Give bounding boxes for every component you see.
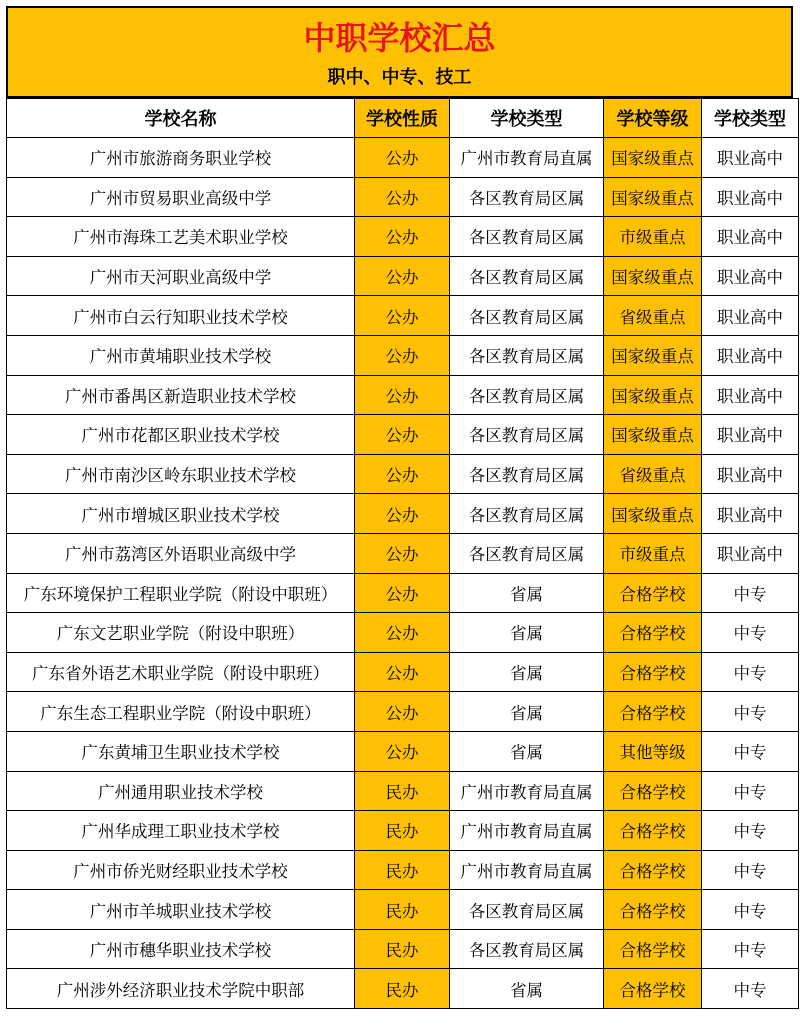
cell-school-level: 国家级重点 [604,494,702,534]
cell-school-nature: 公办 [355,692,450,732]
cell-school-category: 省属 [450,692,604,732]
cell-school-nature: 民办 [355,929,450,969]
cell-school-category: 各区教育局区属 [450,415,604,455]
cell-school-name: 广州通用职业技术学校 [7,771,355,811]
table-row [7,929,799,969]
cell-school-category: 省属 [450,969,604,1009]
table-row [7,771,799,811]
cell-school-type: 职业高中 [702,494,799,534]
table-row [7,415,799,455]
cell-school-category: 省属 [450,573,604,613]
cell-school-level: 省级重点 [604,296,702,336]
cell-school-nature: 民办 [355,850,450,890]
page-title: 中职学校汇总 [303,19,496,57]
cell-school-level: 国家级重点 [604,138,702,178]
cell-school-nature: 公办 [355,177,450,217]
cell-school-nature: 民办 [355,771,450,811]
title-banner [6,6,793,98]
cell-school-category: 各区教育局区属 [450,177,604,217]
table-row [7,138,799,178]
cell-school-nature: 公办 [355,494,450,534]
cell-school-type: 中专 [702,652,799,692]
cell-school-name: 广州市海珠工艺美术职业学校 [7,217,355,257]
cell-school-level: 合格学校 [604,771,702,811]
cell-school-category: 各区教育局区属 [450,296,604,336]
cell-school-nature: 公办 [355,533,450,573]
table-row [7,296,799,336]
cell-school-nature: 公办 [355,415,450,455]
cell-school-type: 中专 [702,692,799,732]
cell-school-level: 国家级重点 [604,375,702,415]
cell-school-category: 广州市教育局直属 [450,771,604,811]
cell-school-nature: 公办 [355,335,450,375]
table-row [7,573,799,613]
cell-school-type: 中专 [702,969,799,1009]
cell-school-nature: 公办 [355,573,450,613]
header-school-type: 学校类型 [702,99,799,138]
cell-school-level: 合格学校 [604,811,702,851]
cell-school-category: 广州市教育局直属 [450,811,604,851]
cell-school-category: 各区教育局区属 [450,929,604,969]
cell-school-name: 广东环境保护工程职业学院（附设中职班） [7,573,355,613]
cell-school-type: 中专 [702,613,799,653]
cell-school-nature: 公办 [355,454,450,494]
cell-school-type: 职业高中 [702,217,799,257]
cell-school-type: 中专 [702,929,799,969]
cell-school-name: 广州市南沙区岭东职业技术学校 [7,454,355,494]
cell-school-name: 广东文艺职业学院（附设中职班） [7,613,355,653]
cell-school-nature: 公办 [355,652,450,692]
cell-school-nature: 公办 [355,217,450,257]
cell-school-name: 广州市穗华职业技术学校 [7,929,355,969]
cell-school-category: 广州市教育局直属 [450,850,604,890]
cell-school-name: 广州市羊城职业技术学校 [7,890,355,930]
table-row [7,454,799,494]
cell-school-level: 国家级重点 [604,256,702,296]
cell-school-category: 各区教育局区属 [450,375,604,415]
cell-school-category: 各区教育局区属 [450,256,604,296]
cell-school-nature: 民办 [355,811,450,851]
header-school-name: 学校名称 [7,99,355,138]
cell-school-type: 职业高中 [702,335,799,375]
cell-school-level: 国家级重点 [604,335,702,375]
cell-school-nature: 民办 [355,890,450,930]
cell-school-name: 广州市旅游商务职业学校 [7,138,355,178]
cell-school-name: 广东生态工程职业学院（附设中职班） [7,692,355,732]
cell-school-name: 广东黄埔卫生职业技术学校 [7,731,355,771]
cell-school-level: 市级重点 [604,217,702,257]
cell-school-name: 广州市贸易职业高级中学 [7,177,355,217]
cell-school-level: 合格学校 [604,613,702,653]
header-school-level: 学校等级 [604,99,702,138]
cell-school-type: 中专 [702,850,799,890]
cell-school-nature: 公办 [355,138,450,178]
cell-school-type: 中专 [702,573,799,613]
cell-school-category: 各区教育局区属 [450,454,604,494]
cell-school-name: 广州市增城区职业技术学校 [7,494,355,534]
cell-school-level: 省级重点 [604,454,702,494]
table-body [7,138,799,1009]
cell-school-level: 合格学校 [604,850,702,890]
cell-school-type: 职业高中 [702,256,799,296]
cell-school-category: 广州市教育局直属 [450,138,604,178]
cell-school-name: 广州市花都区职业技术学校 [7,415,355,455]
cell-school-type: 职业高中 [702,296,799,336]
cell-school-nature: 民办 [355,969,450,1009]
cell-school-nature: 公办 [355,375,450,415]
table-row [7,375,799,415]
cell-school-name: 广州市黄埔职业技术学校 [7,335,355,375]
cell-school-nature: 公办 [355,296,450,336]
table-row [7,335,799,375]
table-row [7,613,799,653]
table-row [7,533,799,573]
page-subtitle: 职中、中专、技工 [327,67,472,88]
cell-school-level: 其他等级 [604,731,702,771]
cell-school-level: 国家级重点 [604,177,702,217]
cell-school-level: 合格学校 [604,969,702,1009]
cell-school-type: 职业高中 [702,454,799,494]
table-row [7,890,799,930]
cell-school-type: 职业高中 [702,415,799,455]
cell-school-nature: 公办 [355,613,450,653]
cell-school-category: 各区教育局区属 [450,217,604,257]
table-row [7,731,799,771]
header-school-nature: 学校性质 [355,99,450,138]
cell-school-type: 中专 [702,771,799,811]
table-row [7,177,799,217]
cell-school-type: 职业高中 [702,138,799,178]
cell-school-category: 省属 [450,731,604,771]
header-row [7,99,799,138]
cell-school-nature: 公办 [355,731,450,771]
cell-school-name: 广州市番禺区新造职业技术学校 [7,375,355,415]
cell-school-type: 中专 [702,731,799,771]
cell-school-level: 合格学校 [604,692,702,732]
cell-school-category: 各区教育局区属 [450,335,604,375]
cell-school-name: 广州华成理工职业技术学校 [7,811,355,851]
cell-school-type: 职业高中 [702,177,799,217]
cell-school-category: 省属 [450,652,604,692]
cell-school-name: 广州市白云行知职业技术学校 [7,296,355,336]
table-row [7,969,799,1009]
cell-school-name: 广州市天河职业高级中学 [7,256,355,296]
school-table [6,98,799,1009]
table-row [7,811,799,851]
table-row [7,494,799,534]
cell-school-level: 合格学校 [604,890,702,930]
cell-school-level: 国家级重点 [604,415,702,455]
cell-school-category: 各区教育局区属 [450,533,604,573]
table-row [7,850,799,890]
table-row [7,692,799,732]
cell-school-name: 广州涉外经济职业技术学院中职部 [7,969,355,1009]
cell-school-category: 各区教育局区属 [450,494,604,534]
table-row [7,652,799,692]
table-row [7,217,799,257]
cell-school-level: 市级重点 [604,533,702,573]
table-row [7,256,799,296]
header-school-category: 学校类型 [450,99,604,138]
cell-school-level: 合格学校 [604,573,702,613]
cell-school-name: 广东省外语艺术职业学院（附设中职班） [7,652,355,692]
cell-school-category: 省属 [450,613,604,653]
cell-school-name: 广州市侨光财经职业技术学校 [7,850,355,890]
cell-school-category: 各区教育局区属 [450,890,604,930]
cell-school-name: 广州市荔湾区外语职业高级中学 [7,533,355,573]
cell-school-type: 职业高中 [702,533,799,573]
cell-school-type: 职业高中 [702,375,799,415]
cell-school-nature: 公办 [355,256,450,296]
cell-school-type: 中专 [702,890,799,930]
cell-school-type: 中专 [702,811,799,851]
cell-school-level: 合格学校 [604,652,702,692]
cell-school-level: 合格学校 [604,929,702,969]
